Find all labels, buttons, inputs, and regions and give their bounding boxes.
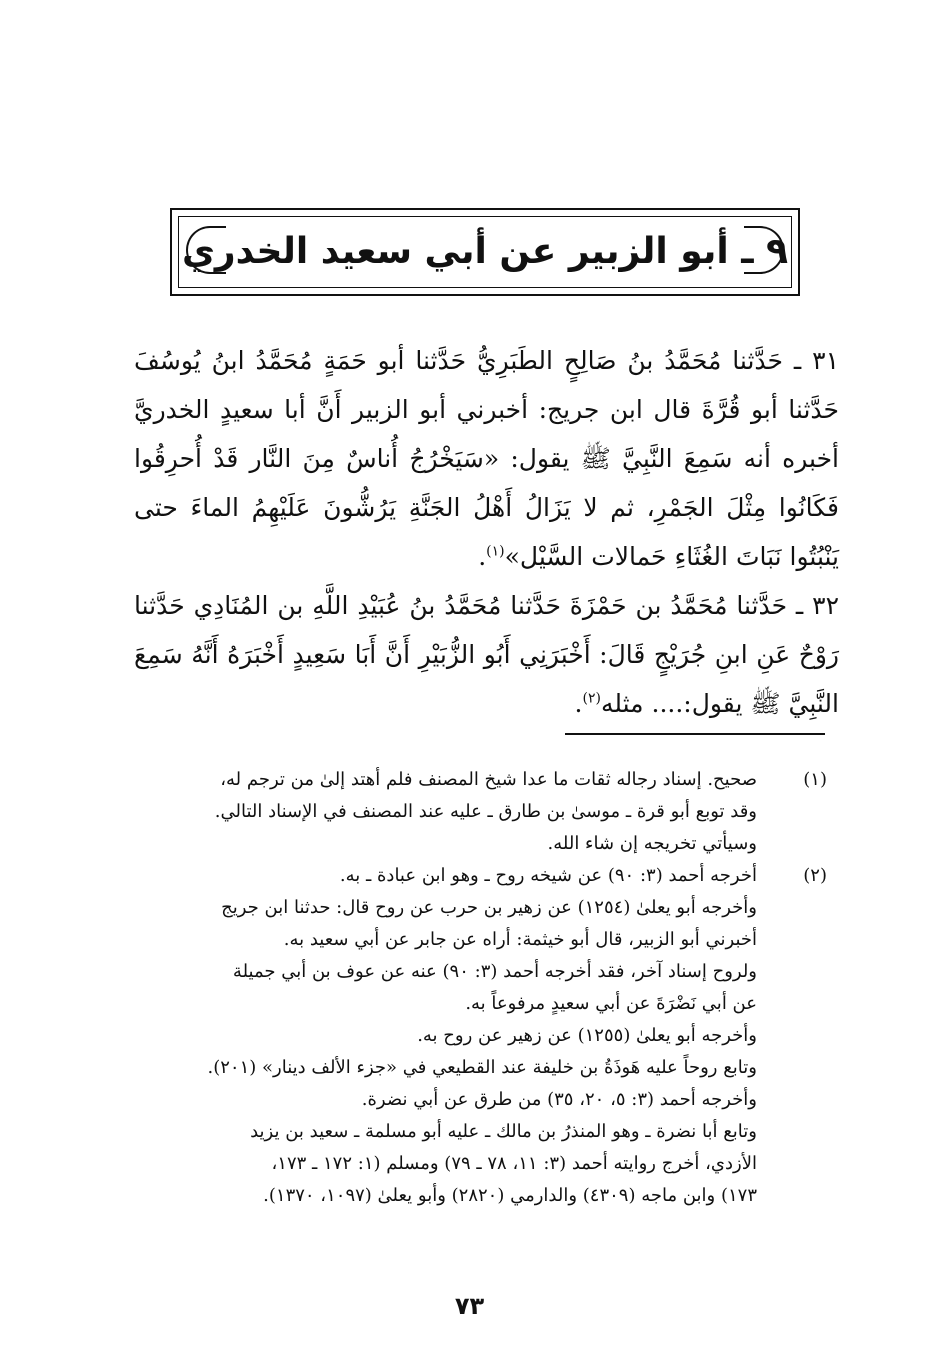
footnote-line: صحيح. إسناد رجاله ثقات ما عدا شيخ المصنف فلم أهتد إلىٰ من ترجم له، — [220, 769, 757, 790]
footnote-line: وسيأتي تخريجه إن شاء الله. — [547, 833, 757, 854]
footnote-line: الأزدي، أخرج روايته أحمد (٣: ١١، ٧٨ ـ ٧٩) ومسلم (١: ١٧٢ ـ ١٧٣، — [271, 1153, 757, 1174]
footnote-body — [129, 764, 757, 860]
chapter-title: ٩ ـ أبو الزبير عن أبي سعيد الخدري — [181, 231, 789, 272]
footnote-line: عن أبي نَضْرَةَ عن أبي سعيدٍ مرفوعاً به. — [465, 993, 757, 1014]
footnote-separator — [565, 733, 825, 735]
footnote-line: أخرجه أحمد (٣: ٩٠) عن شيخه روح ـ وهو ابن عبادة ـ به. — [339, 865, 757, 886]
page-number: ٧٣ — [454, 1292, 485, 1320]
hadith-31: ٣١ ـ حَدَّثنا مُحَمَّدُ بنُ صَالِحٍ الطَبَرِيُّ حَدَّثنا أبو حَمَةٍ مُحَمَّدُ ابنُ يُوسُفَ حَدَّثنا أبو قُرَّةَ قال ابن جريج: أخبرني أبو الزبير أَنَّ أبا سعيدٍ الخدريَّ أخبره أنه سَمِعَ النَّبِيَّ ﷺ يقول: «سَيَخْرُجُ أُناسٌ مِنَ النَّار قَدْ أُحرِقُوا فَكَانُوا مِثْلَ الجَمْرِ، ثم لا يَزَالُ أَهْلُ الجَنَّةِ يَرُشُّونَ عَلَيْهِمُ الماءَ حتى يَنْبُتُوا نَبَاتَ الغُثَاءِ حَمالات السَّيْل»$^{(١)}$. — [134, 346, 839, 571]
footnote-number: (٢) — [803, 865, 827, 886]
footnote-line: وأخرجه أحمد (٣: ٥، ٢٠، ٣٥) من طرق عن أبي نضرة. — [361, 1089, 757, 1110]
footnote-line: وأخرجه أبو يعلىٰ (١٢٥٤) عن زهير بن حرب عن روح قال: حدثنا ابن جريج — [221, 897, 757, 918]
footnote-body — [129, 860, 757, 1212]
footnote-2 — [129, 860, 827, 1212]
footnote-ref-1[interactable]: (١) — [486, 543, 505, 560]
footnote-ref-2[interactable]: (٢) — [582, 690, 601, 707]
hadith-32: ٣٢ ـ حَدَّثنا مُحَمَّدُ بن حَمْزَةَ حَدَّثنا مُحَمَّدُ بنُ عُبَيْدِ اللَّهِ بن المُنَادِي حَدَّثنا رَوْحٌ عَنِ ابنِ جُرَيْجٍ قَالَ: أَخْبَرَنِي أَبُو الزُّبَيْرِ أَنَّ أَبَا سَعِيدٍ أَخْبَرَهُ أَنَّهُ سَمِعَ النَّبِيَّ ﷺ يقول:.... مثله$^{(٢)}$. — [134, 591, 839, 718]
footnote-line: وقد توبع أبو قرة ـ موسىٰ بن طارق ـ عليه عند المصنف في الإسناد التالي. — [214, 801, 757, 822]
footnote-line: وتابع أبا نضرة ـ وهو المنذرُ بن مالك ـ عليه أبو مسلمة ـ سعيد بن يزيد — [250, 1121, 757, 1142]
footnote-1 — [129, 764, 827, 860]
footnotes-block — [129, 764, 827, 1212]
footnote-line: ولروح إسناد آخر، فقد أخرجه أحمد (٣: ٩٠) عنه عن عوف بن أبي جميلة — [232, 961, 757, 982]
hadith-text-block — [134, 336, 839, 728]
footnote-line: أخبرني أبو الزبير، قال أبو خيثمة: أراه عن جابر عن أبي سعيد به. — [283, 929, 757, 950]
hadith-32-text: ٣٢ ـ حَدَّثنا مُحَمَّدُ بن حَمْزَةَ حَدَّثنا مُحَمَّدُ بنُ عُبَيْدِ اللَّهِ بن المُنَادِي حَدَّثنا رَوْحٌ عَنِ ابنِ جُرَيْجٍ قَالَ: أَخْبَرَنِي أَبُو الزُّبَيْرِ أَنَّ أَبَا سَعِيدٍ أَخْبَرَهُ أَنَّهُ سَمِعَ النَّبِيَّ ﷺ يقول:.... مثله — [134, 591, 839, 718]
footnote-line: وأخرجه أبو يعلىٰ (١٢٥٥) عن زهير عن روح به. — [417, 1025, 757, 1046]
footnote-line: وتابع روحاً عليه هَوذَةُ بن خليفة عند القطيعي في «جزء الألف دينار» (٢٠١). — [207, 1057, 757, 1078]
chapter-title-frame — [170, 208, 800, 296]
footnote-line: ١٧٣) وابن ماجه (٤٣٠٩) والدارمي (٢٨٢٠) وأبو يعلىٰ (١٠٩٧، ١٣٧٠). — [263, 1185, 757, 1206]
hadith-31-text: ٣١ ـ حَدَّثنا مُحَمَّدُ بنُ صَالِحٍ الطَبَرِيُّ حَدَّثنا أبو حَمَةٍ مُحَمَّدُ ابنُ يُوسُفَ حَدَّثنا أبو قُرَّةَ قال ابن جريج: أخبرني أبو الزبير أَنَّ أبا سعيدٍ الخدريَّ أخبره أنه سَمِعَ النَّبِيَّ ﷺ يقول: «سَيَخْرُجُ أُناسٌ مِنَ النَّار قَدْ أُحرِقُوا فَكَانُوا مِثْلَ الجَمْرِ، ثم لا يَزَالُ أَهْلُ الجَنَّةِ يَرُشُّونَ عَلَيْهِمُ الماءَ حتى يَنْبُتُوا نَبَاتَ الغُثَاءِ حَمالات السَّيْل» — [134, 346, 839, 571]
footnote-number: (١) — [803, 769, 827, 790]
